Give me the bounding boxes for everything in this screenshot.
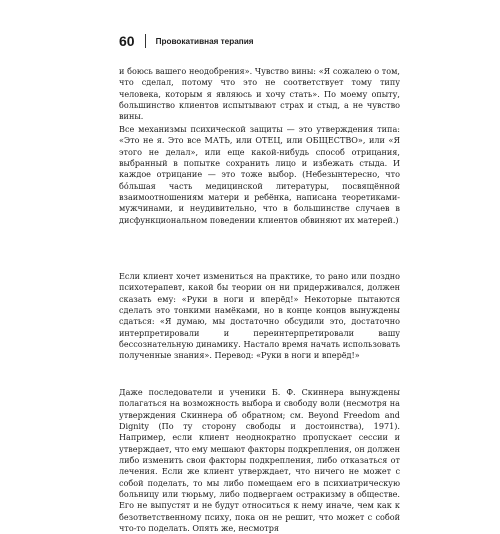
page-header <box>119 32 400 50</box>
paragraph-guilt-definition <box>119 66 400 123</box>
header-divider <box>145 34 146 48</box>
paragraph-skinner <box>119 387 400 534</box>
paragraph-defense-mechanisms <box>119 124 400 226</box>
paragraph-text: и боюсь вашего неодобрения». Чувство вины: «Я сожалею о том, что сделал, потому что это не соответствует тому типу человека, которым я являюсь и хочу стать». По моему опыту, большинство клиентов испытывают страх и стыд, а не чувство вины. <box>119 66 400 122</box>
page-number: 60 <box>119 33 135 49</box>
paragraph-text: Даже последователи и ученики Б. Ф. Скиннера вынуждены полагаться на возможность выбора и свободу воли (несмотря на утверждения Скиннера об обратном; см. Beyond Freedom and Dignity (По ту сторону свободы и достоинства), 1971). Например, если клиент неоднократно пропускает сессии и утверждает, что ему мешают факторы подкрепления, он должен либо изменить свои факторы подкрепления, либо отказаться от лечения. Если же клиент утверждает, что ничего не может с собой поделать, то мы либо помещаем его в психиатрическую больницу или тюрьму, либо подвергаем остракизму в обществе. Его не выпустят и не будут относиться к нему иначе, чем как к безответственному психу, пока он не решит, что может с собой что-то поделать. Опять же, несмотря <box>119 387 400 534</box>
paragraph-text: Все механизмы психической защиты — это утверждения типа: «Это не я. Это все МАТЬ, или ОТЕЦ, или ОБЩЕСТВО», или «Я этого не делал», или еще какой-нибудь способ отрицания, выбранный в попытке сохранить лицо и избежать стыда. И каждое отрицание — это тоже выбор. (Небезынтересно, что бóльшая часть медицинской литературы, посвящённой взаимоотношениям матери и ребёнка, написана теоретиками-мужчинами, и неудивительно, что в большинстве случаев в дисфункциональном поведении клиентов обвиняют их матерей.) <box>119 124 400 225</box>
paragraph-text: Если клиент хочет измениться на практике, то рано или поздно психотерапевт, какой бы теории он ни придерживался, должен сказать ему: «Руки в ноги и вперёд!» Некоторые пытаются сделать это тонкими намёками, но в конце концов вынуждены сдаться: «Я думаю, мы достаточно обсудили это, достаточно интерпретировали и переинтерпретировали вашу бессознательную динамику. Настало время начать использовать полученные знания». Перевод: «Руки в ноги и вперёд!» <box>119 271 400 361</box>
paragraph-client-change <box>119 271 400 362</box>
running-head: Провокативная терапия <box>155 36 254 46</box>
